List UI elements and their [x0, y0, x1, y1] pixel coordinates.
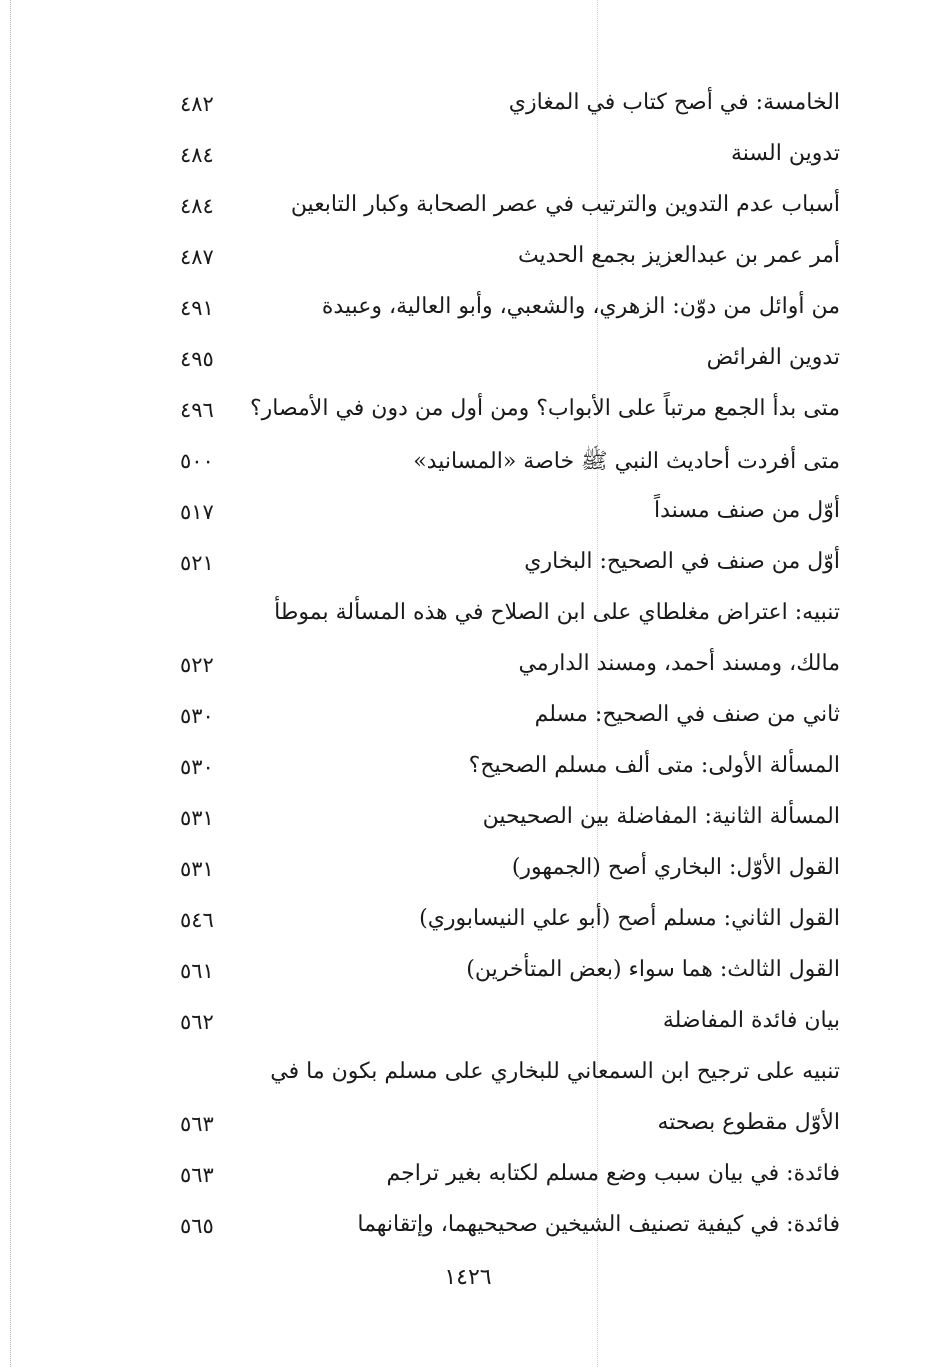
toc-entry-title: تنبيه: اعتراض مغلطاي على ابن الصلاح في هذه المسألة بموطأ — [274, 600, 840, 625]
toc-entry-page: ٥٣٠ — [180, 704, 214, 728]
toc-entry-title: القول الثالث: هما سواء (بعض المتأخرين) — [466, 957, 840, 982]
toc-entry-page: ٥٦٢ — [180, 1010, 214, 1034]
toc-entry-title: الأوّل مقطوع بصحته — [657, 1110, 840, 1135]
toc-entry-page: ٤٩١ — [180, 296, 214, 320]
toc-entry — [150, 796, 840, 847]
toc-entry-page: ٥٢١ — [180, 551, 214, 575]
toc-entry — [150, 541, 840, 592]
toc-entry-page: ٥٦٣ — [180, 1163, 214, 1187]
toc-entry-title: ثاني من صنف في الصحيح: مسلم — [534, 702, 840, 727]
toc-entry-page: ٥٣٠ — [180, 755, 214, 779]
toc-entry-title: المسألة الأولى: متى ألف مسلم الصحيح؟ — [468, 753, 840, 778]
toc-entry — [150, 1204, 840, 1255]
toc-entry-title: الخامسة: في أصح كتاب في المغازي — [508, 90, 840, 115]
toc-entry-title: مالك، ومسند أحمد، ومسند الدارمي — [518, 651, 840, 676]
toc-entry — [150, 1000, 840, 1051]
toc-entry-page: ٤٨٧ — [180, 245, 214, 269]
toc-entry-page: ٤٩٦ — [180, 398, 214, 422]
toc-entry-title: المسألة الثانية: المفاضلة بين الصحيحين — [482, 804, 840, 829]
toc-entry-page: ٥٦١ — [180, 959, 214, 983]
toc-entry-title: تدوين السنة — [730, 141, 840, 166]
toc-entry — [150, 898, 840, 949]
toc-entry-title: متى أفردت أحاديث النبي ﷺ خاصة «المسانيد» — [413, 449, 840, 474]
toc-entry-title: متى بدأ الجمع مرتباً على الأبواب؟ ومن أول من دون في الأمصار؟ — [249, 396, 840, 421]
toc-entry — [150, 82, 840, 133]
toc-entry — [150, 337, 840, 388]
toc-entry — [150, 286, 840, 337]
toc-entry — [150, 1102, 840, 1153]
toc-entry-page: ٤٨٤ — [180, 143, 214, 167]
page-number-footer: ١٤٢٦ — [444, 1265, 492, 1290]
toc-entry-title: فائدة: في كيفية تصنيف الشيخين صحيحيهما، وإتقانهما — [357, 1212, 840, 1237]
toc-entry — [150, 439, 840, 490]
toc-entry-page: ٥٢٢ — [180, 653, 214, 677]
toc-entry-title: أوّل من صنف مسنداً — [653, 498, 840, 523]
toc-entry-page: ٥٦٣ — [180, 1112, 214, 1136]
toc-entry — [150, 235, 840, 286]
toc-entry — [150, 1051, 840, 1102]
toc-entry — [150, 592, 840, 643]
scan-artifact-line — [10, 0, 11, 1367]
toc-entry-page: ٥٣١ — [180, 806, 214, 830]
toc-entry — [150, 847, 840, 898]
toc-entry — [150, 133, 840, 184]
toc-entry-title: القول الثاني: مسلم أصح (أبو علي النيسابوري) — [419, 906, 840, 931]
toc-entry-title: أوّل من صنف في الصحيح: البخاري — [524, 549, 840, 574]
toc-entry-title: أمر عمر بن عبدالعزيز بجمع الحديث — [517, 243, 840, 268]
toc-entry — [150, 490, 840, 541]
toc-entry — [150, 1153, 840, 1204]
toc-entry-title: من أوائل من دوّن: الزهري، والشعبي، وأبو العالية، وعبيدة — [321, 294, 840, 319]
toc-entry-title: فائدة: في بيان سبب وضع مسلم لكتابه بغير تراجم — [386, 1161, 840, 1186]
toc-entry-page: ٥٤٦ — [180, 908, 214, 932]
toc-entry-page: ٤٩٥ — [180, 347, 214, 371]
toc-entry — [150, 184, 840, 235]
toc-entry-page: ٥٣١ — [180, 857, 214, 881]
table-of-contents — [150, 82, 840, 1255]
toc-entry-title: أسباب عدم التدوين والترتيب في عصر الصحابة وكبار التابعين — [290, 192, 840, 217]
toc-entry — [150, 745, 840, 796]
toc-entry-page: ٥٦٥ — [180, 1214, 214, 1238]
toc-entry-page: ٥١٧ — [180, 500, 214, 524]
toc-entry-page: ٤٨٤ — [180, 194, 214, 218]
toc-entry-title: بيان فائدة المفاضلة — [662, 1008, 840, 1033]
toc-entry-title: تدوين الفرائض — [706, 345, 840, 370]
toc-entry-page: ٥٠٠ — [180, 449, 214, 473]
toc-entry-title: تنبيه على ترجيح ابن السمعاني للبخاري على مسلم بكون ما في — [270, 1059, 840, 1084]
toc-entry — [150, 949, 840, 1000]
toc-entry — [150, 388, 840, 439]
toc-entry — [150, 694, 840, 745]
toc-entry-title: القول الأوّل: البخاري أصح (الجمهور) — [511, 855, 840, 880]
toc-entry-page: ٤٨٢ — [180, 92, 214, 116]
toc-entry — [150, 643, 840, 694]
